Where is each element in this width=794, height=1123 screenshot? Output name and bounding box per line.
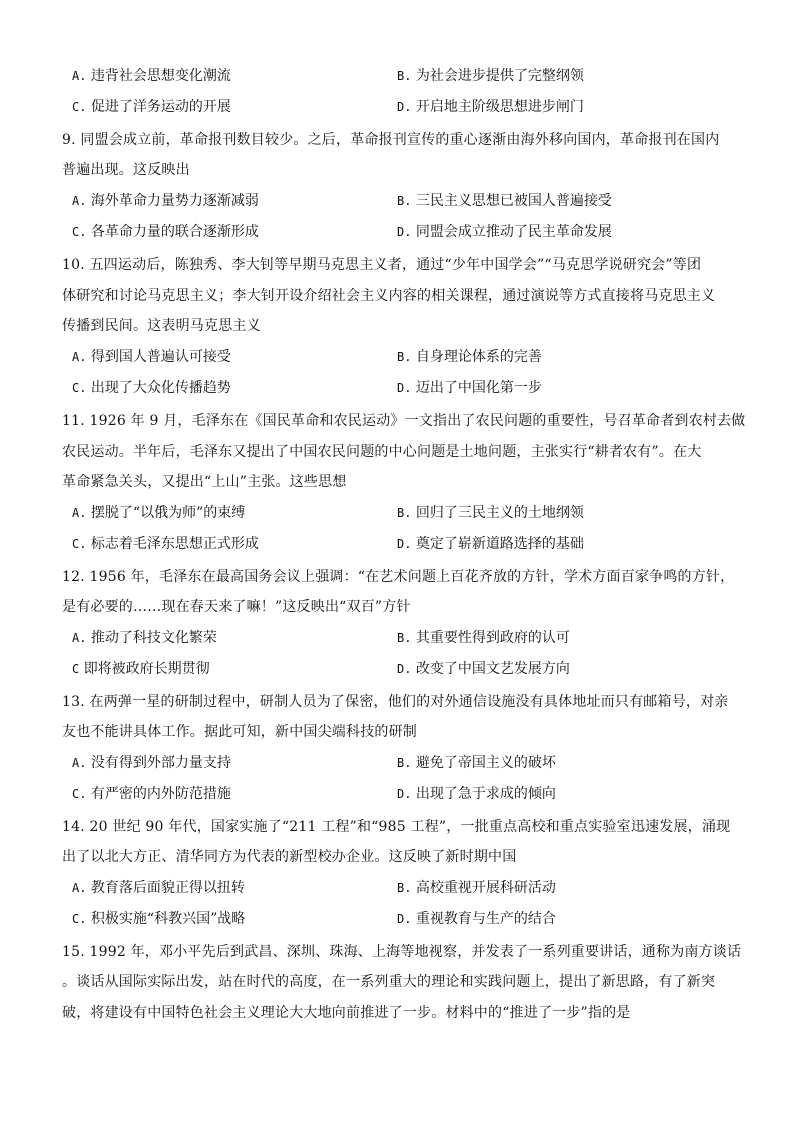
option-letter: D. [397,912,412,926]
q14-option-d[interactable] [397,909,727,929]
q13-option-c[interactable] [72,784,382,804]
option-text: 改变了中国文艺发展方向 [415,661,570,677]
option-text: 教育落后面貌正得以扭转 [90,880,245,896]
option-text: 避免了帝国主义的破坏 [415,755,556,771]
q9-option-d[interactable] [397,222,727,242]
option-text: 有严密的内外防范措施 [90,786,231,802]
option-letter: C. [72,100,87,114]
q10-option-c[interactable] [72,378,382,398]
option-text: 高校重视开展科研活动 [415,880,556,896]
q12-stem-line: 是有必要的……现在春天来了嘛！”这反映出“双百”方针 [62,599,411,615]
option-text: 开启地主阶级思想进步闸门 [415,99,584,115]
option-text: 自身理论体系的完善 [415,349,542,365]
q11-option-a[interactable] [72,503,382,523]
option-letter: B. [397,69,412,83]
option-text: 重视教育与生产的结合 [415,911,556,927]
q13-stem-line: 友也不能讲具体工作。据此可知，新中国尖端科技的研制 [62,724,417,740]
option-letter: B. [397,631,412,645]
option-letter: A. [72,881,87,895]
option-letter: D. [397,787,412,801]
option-text: 促进了洋务运动的开展 [90,99,231,115]
q10-option-a[interactable] [72,347,382,367]
option-letter: A. [72,756,87,770]
q9-option-b[interactable] [397,191,727,211]
option-text: 违背社会思想变化潮流 [90,68,231,84]
option-letter: B. [397,756,412,770]
option-text: 没有得到外部力量支持 [90,755,231,771]
option-letter: C. [72,912,87,926]
q15-stem-line: 破，将建设有中国特色社会主义理论大大地向前推进了一步。材料中的“推进了一步”指的是 [62,1005,631,1021]
q8-option-b[interactable] [397,66,727,86]
option-letter: B. [397,350,412,364]
q10-stem-line: 10. 五四运动后，陈独秀、李大钊等早期马克思主义者，通过“少年中国学会”“马克思学说研究会”等团 [62,257,702,273]
q14-stem-line: 14. 20 世纪 90 年代，国家实施了“211 工程”和“985 工程”，一批重点高校和重点实验室迅速发展，涌现 [62,819,731,835]
option-text: 三民主义思想已被国人普遍接受 [415,193,612,209]
q11-option-c[interactable] [72,534,382,554]
q12-option-a[interactable] [72,628,382,648]
q13-option-b[interactable] [397,753,727,773]
q12-option-d[interactable] [397,659,727,679]
q14-option-c[interactable] [72,909,382,929]
option-text: 海外革命力量势力逐渐减弱 [90,193,259,209]
q10-option-d[interactable] [397,378,727,398]
option-letter: A. [72,350,87,364]
q14-stem-line: 出了以北大方正、清华同方为代表的新型校办企业。这反映了新时期中国 [62,849,517,865]
q8-option-d[interactable] [397,97,727,117]
option-text: 同盟会成立推动了民主革命发展 [415,224,612,240]
option-letter: D. [397,662,412,676]
q10-stem-line: 传播到民间。这表明马克思主义 [62,318,261,334]
option-letter: A. [72,194,87,208]
q14-option-b[interactable] [397,878,727,898]
option-text: 标志着毛泽东思想正式形成 [90,536,259,552]
option-letter: A. [72,69,87,83]
option-text: 其重要性得到政府的认可 [415,630,570,646]
option-letter: D. [397,537,412,551]
option-text: 出现了急于求成的倾向 [415,786,556,802]
option-text: 奠定了崭新道路选择的基础 [415,536,584,552]
option-text: 为社会进步提供了完整纲领 [415,68,584,84]
q9-stem-line: 9. 同盟会成立前，革命报刊数目较少。之后，革命报刊宣传的重心逐渐由海外移向国内，革命报刊在国内 [62,132,720,148]
q8-option-a[interactable] [72,66,382,86]
q11-stem-line: 革命紧急关头，又提出“上山”主张。这些思想 [62,474,347,490]
option-letter: C. [72,381,87,395]
q11-option-b[interactable] [397,503,727,523]
option-text: 摆脱了“以俄为师”的束缚 [90,505,246,521]
q11-stem-line: 11. 1926 年 9 月，毛泽东在《国民革命和农民运动》一文指出了农民问题的重要性，号召革命者到农村去做 [62,413,746,429]
q13-stem-line: 13. 在两弹一星的研制过程中，研制人员为了保密，他们的对外通信设施没有具体地址而只有邮箱号，对亲 [62,694,729,710]
option-letter: B. [397,881,412,895]
option-letter: C [72,662,80,676]
option-text: 得到国人普遍认可接受 [90,349,231,365]
option-letter: B. [397,506,412,520]
option-letter: B. [397,194,412,208]
option-text: 出现了大众化传播趋势 [90,380,231,396]
q12-option-b[interactable] [397,628,727,648]
q9-option-c[interactable] [72,222,382,242]
q13-option-d[interactable] [397,784,727,804]
q13-option-a[interactable] [72,753,382,773]
q14-option-a[interactable] [72,878,382,898]
option-text: 积极实施“科教兴国”战略 [90,911,246,927]
option-text: 即将被政府长期贯彻 [83,661,210,677]
q9-stem-line: 普遍出现。这反映出 [62,162,190,178]
option-text: 推动了科技文化繁荣 [90,630,217,646]
option-text: 迈出了中国化第一步 [415,380,542,396]
q11-option-d[interactable] [397,534,727,554]
option-letter: D. [397,225,412,239]
q9-option-a[interactable] [72,191,382,211]
q11-stem-line: 农民运动。半年后，毛泽东又提出了中国农民问题的中心问题是土地问题，主张实行“耕者农有”。在大 [62,444,702,460]
option-text: 各革命力量的联合逐渐形成 [90,224,259,240]
q8-option-c[interactable] [72,97,382,117]
option-letter: D. [397,381,412,395]
q12-stem-line: 12. 1956 年，毛泽东在最高国务会议上强调：“在艺术问题上百花齐放的方针，学术方面百家争鸣的方针， [62,569,735,585]
option-letter: D. [397,100,412,114]
option-text: 回归了三民主义的土地纲领 [415,505,584,521]
option-letter: A. [72,631,87,645]
q10-option-b[interactable] [397,347,727,367]
option-letter: A. [72,506,87,520]
q15-stem-line: 15. 1992 年，邓小平先后到武昌、深圳、珠海、上海等地视察，并发表了一系列重要讲话，通称为南方谈话 [62,944,742,960]
option-letter: C. [72,537,87,551]
q15-stem-line: 。谈话从国际实际出发，站在时代的高度，在一系列重大的理论和实践问题上，提出了新思路，有了新突 [62,974,716,990]
option-letter: C. [72,225,87,239]
q10-stem-line: 体研究和讨论马克思主义；李大钊开设介绍社会主义内容的相关课程，通过演说等方式直接将马克思主义 [62,288,716,304]
q12-option-c[interactable] [72,659,382,679]
option-letter: C. [72,787,87,801]
